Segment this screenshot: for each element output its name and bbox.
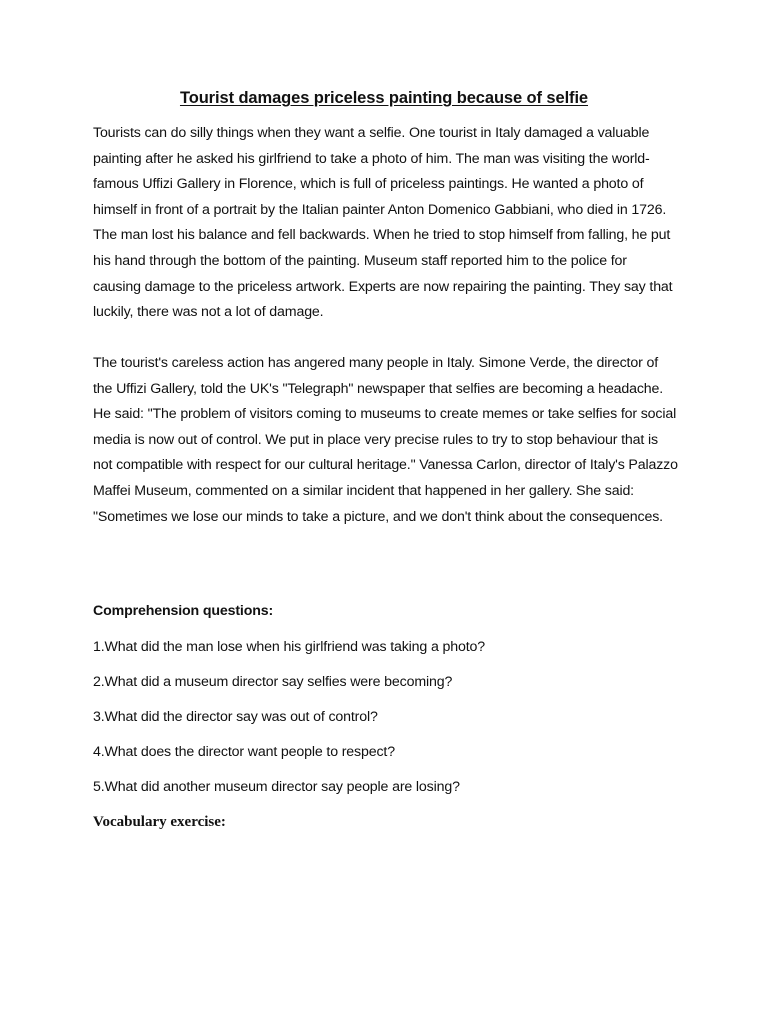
question-list [93,638,485,813]
paragraph-2: The tourist's careless action has angered many people in Italy. Simone Verde, the director of the Uffizi Gallery, told the UK's "Telegraph" newspaper that selfies are becoming a headache. He said: "The problem of visitors coming to museums to create memes or take selfies for social media is now out of control. We put in place very precise rules to try to stop behaviour that is not compatible with respect for our cultural heritage." Vanessa Carlon, director of Italy's Palazzo Maffei Museum, commented on a similar incident that happened in her gallery. She said: "Sometimes we lose our minds to take a picture, and we don't think about the consequences. [93,355,678,525]
question-item: 2.What did a museum director say selfies were becoming? [93,674,453,690]
comprehension-heading: Comprehension questions: [93,603,274,619]
question-item: 1.What did the man lose when his girlfriend was taking a photo? [93,639,485,655]
question-item: 3.What did the director say was out of control? [93,709,378,725]
question-item: 5.What did another museum director say people are losing? [93,779,460,795]
vocabulary-heading: Vocabulary exercise: [93,814,226,830]
paragraph-1: Tourists can do silly things when they want a selfie. One tourist in Italy damaged a valuable painting after he asked his girlfriend to take a photo of him. The man was visiting the world-famous Uffizi Gallery in Florence, which is full of priceless paintings. He wanted a photo of himself in front of a portrait by the Italian painter Anton Domenico Gabbiani, who died in 1726. The man lost his balance and fell backwards. When he tried to stop himself from falling, he put his hand through the bottom of the painting. Museum staff reported him to the police for causing damage to the priceless artwork. Experts are now repairing the painting. They say that luckily, there was not a lot of damage. [93,125,673,321]
document-title: Tourist damages priceless painting because of selfie [179,89,589,107]
question-item: 4.What does the director want people to respect? [93,744,395,760]
